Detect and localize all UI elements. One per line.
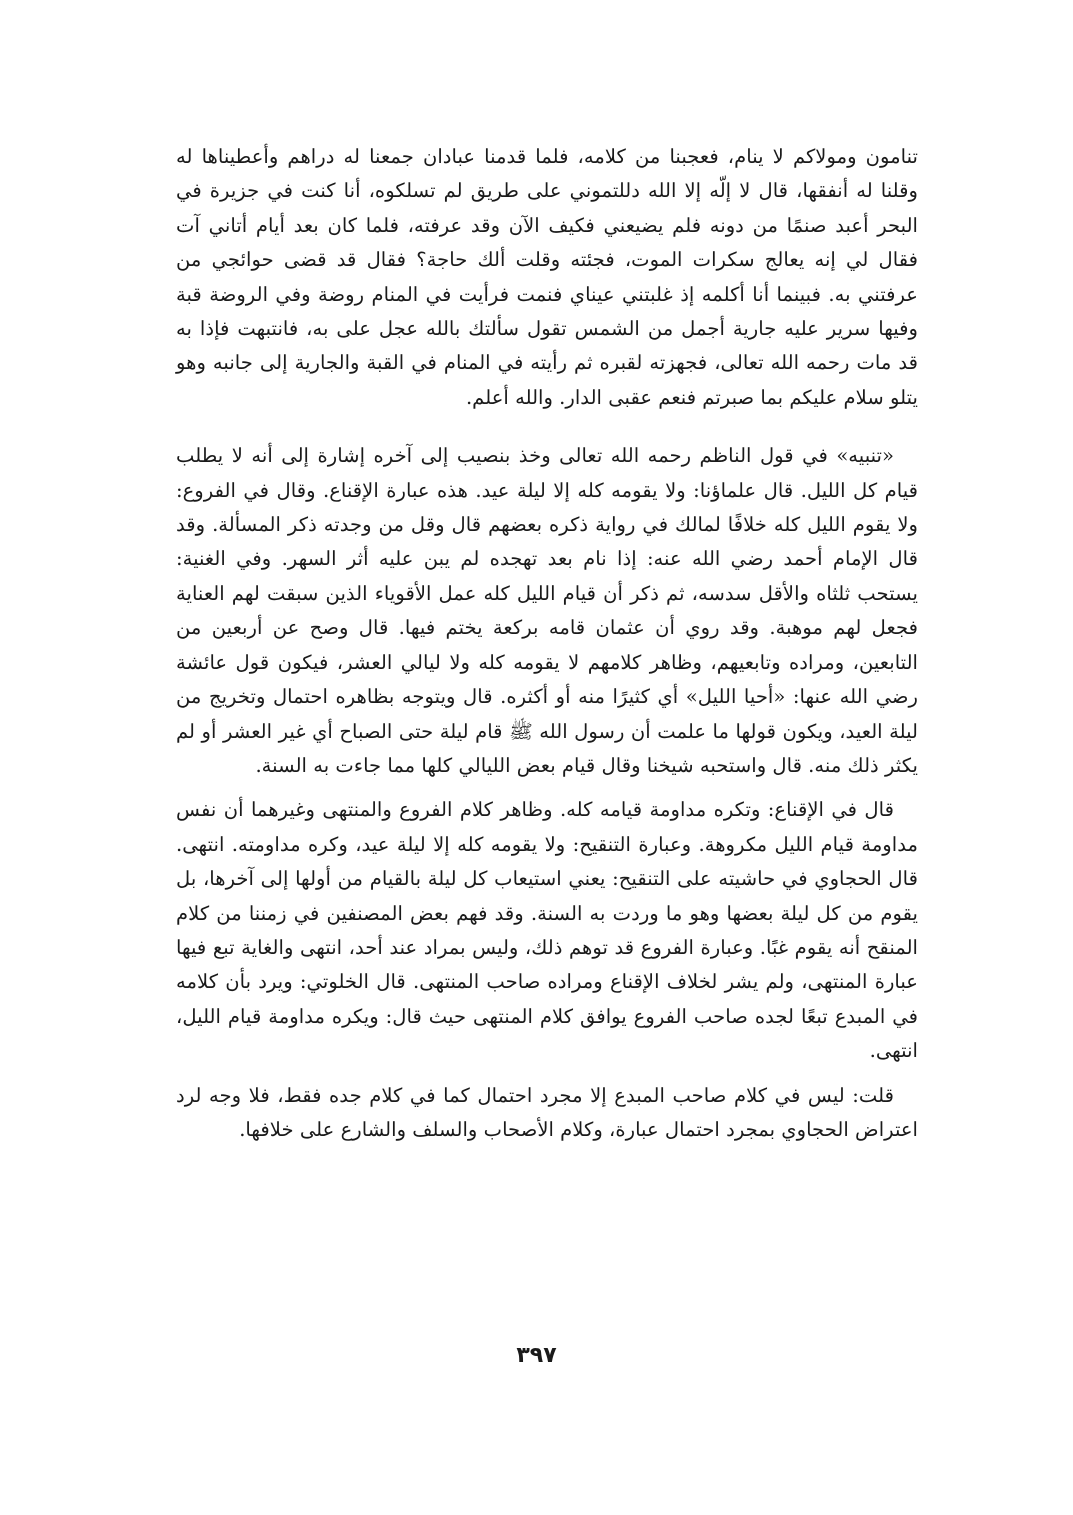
paragraph-conclusion: قلت: ليس في كلام صاحب المبدع إلا مجرد احتمال كما في كلام جده فقط، فلا وجه لرد اعتراض الحجاوي بمجرد احتمال عبارة، وكلام الأصحاب والسلف والشارع على خلافها.	[176, 1083, 918, 1141]
paragraph-story: تنامون ومولاكم لا ينام، فعجبنا من كلامه، فلما قدمنا عبادان جمعنا له دراهم وأعطيناها له وقلنا له أنفقها، قال لا إلّه إلا الله دللتموني على طريق لم تسلكوه، أنا كنت في جزيرة في البحر أعبد صنمًا من دونه فلم يضيعني فكيف الآن وقد عرفته، فلما كان بعد أيام أتاني آت فقال لي إنه يعالج سكرات الموت، فجئته وقلت ألك حاجة؟ فقال قد قضى حوائجي من عرفتني به. فبينما أنا أكلمه إذ غلبتني عيناي فنمت فرأيت في المنام روضة وفي الروضة قبة وفيها سرير عليه جارية أجمل من الشمس تقول سألتك بالله عجل على به، فانتبهت فإذا به قد مات رحمه الله تعالى، فجهزته لقبره ثم رأيته في المنام في القبة والجارية إلى جانبه وهو يتلو سلام عليكم بما صبرتم فنعم عقبى الدار. والله أعلم.	[176, 145, 919, 409]
paragraph-gap	[176, 783, 918, 793]
paragraph-note: «تنبيه» في قول الناظم رحمه الله تعالى وخذ بنصيب إلى آخره إشارة إلى أنه لا يطلب قيام كل الليل. قال علماؤنا: ولا يقومه كله إلا ليلة عيد. هذه عبارة الإقناع. وقال في الفروع: ولا يقوم الليل كله خلافًا لمالك في رواية ذكره بعضهم قال وقل من وجدته ذكر المسألة. وقد قال الإمام أحمد رضي الله عنه: إذا نام بعد تهجده لم يبن عليه أثر السهر. وفي الغنية: يستحب ثلثاه والأقل سدسه، ثم ذكر أن قيام الليل كله عمل الأقوياء الذين سبقت لهم العناية فجعل لهم موهبة. وقد روي أن عثمان قامه بركعة يختم فيها. قال وصح عن أربعين من التابعين، ومراده وتابعيهم، وظاهر كلامهم لا يقومه كله ولا ليالي العشر، فيكون قول عائشة رضي الله عنها: «أحيا الليل» أي كثيرًا منه أو أكثره. قال ويتوجه بظاهره احتمال وتخريج من ليلة العيد، ويكون قولها ما علمت أن رسول الله ﷺ قام ليلة حتى الصباح أي غير العشر أو لم يكثر ذلك منه. قال واستحبه شيخنا وقال قيام بعض الليالي كلها مما جاءت به السنة.	[176, 444, 918, 777]
paragraph-gap	[176, 1069, 918, 1079]
page-body	[176, 140, 918, 1147]
paragraph-gap	[176, 415, 918, 439]
paragraph-iqna: قال في الإقناع: وتكره مداومة قيامه كله. وظاهر كلام الفروع والمنتهى وغيرهما أن نفس مداومة قيام الليل مكروهة. وعبارة التنقيح: ولا يقومه كله إلا ليلة عيد، وكره مداومته. انتهى. قال الحجاوي في حاشيته على التنقيح: يعني استيعاب كل ليلة بالقيام من أولها إلى آخرها، بل يقوم من كل ليلة بعضها وهو ما وردت به السنة. وقد فهم بعض المصنفين في زمننا من كلام المنقح أنه يقوم غبًا. وعبارة الفروع قد توهم ذلك، وليس بمراد عند أحد، انتهى والغاية تبع فيها عبارة المنتهى، ولم يشر لخلاف الإقناع ومراده صاحب المنتهى. قال الخلوتي: ويرد بأن كلامه في المبدع تبعًا لجده صاحب الفروع يوافق كلام المنتهى حيث قال: ويكره مداومة قيام الليل، انتهى.	[176, 798, 918, 1063]
page-number: ٣٩٧	[516, 1343, 557, 1368]
